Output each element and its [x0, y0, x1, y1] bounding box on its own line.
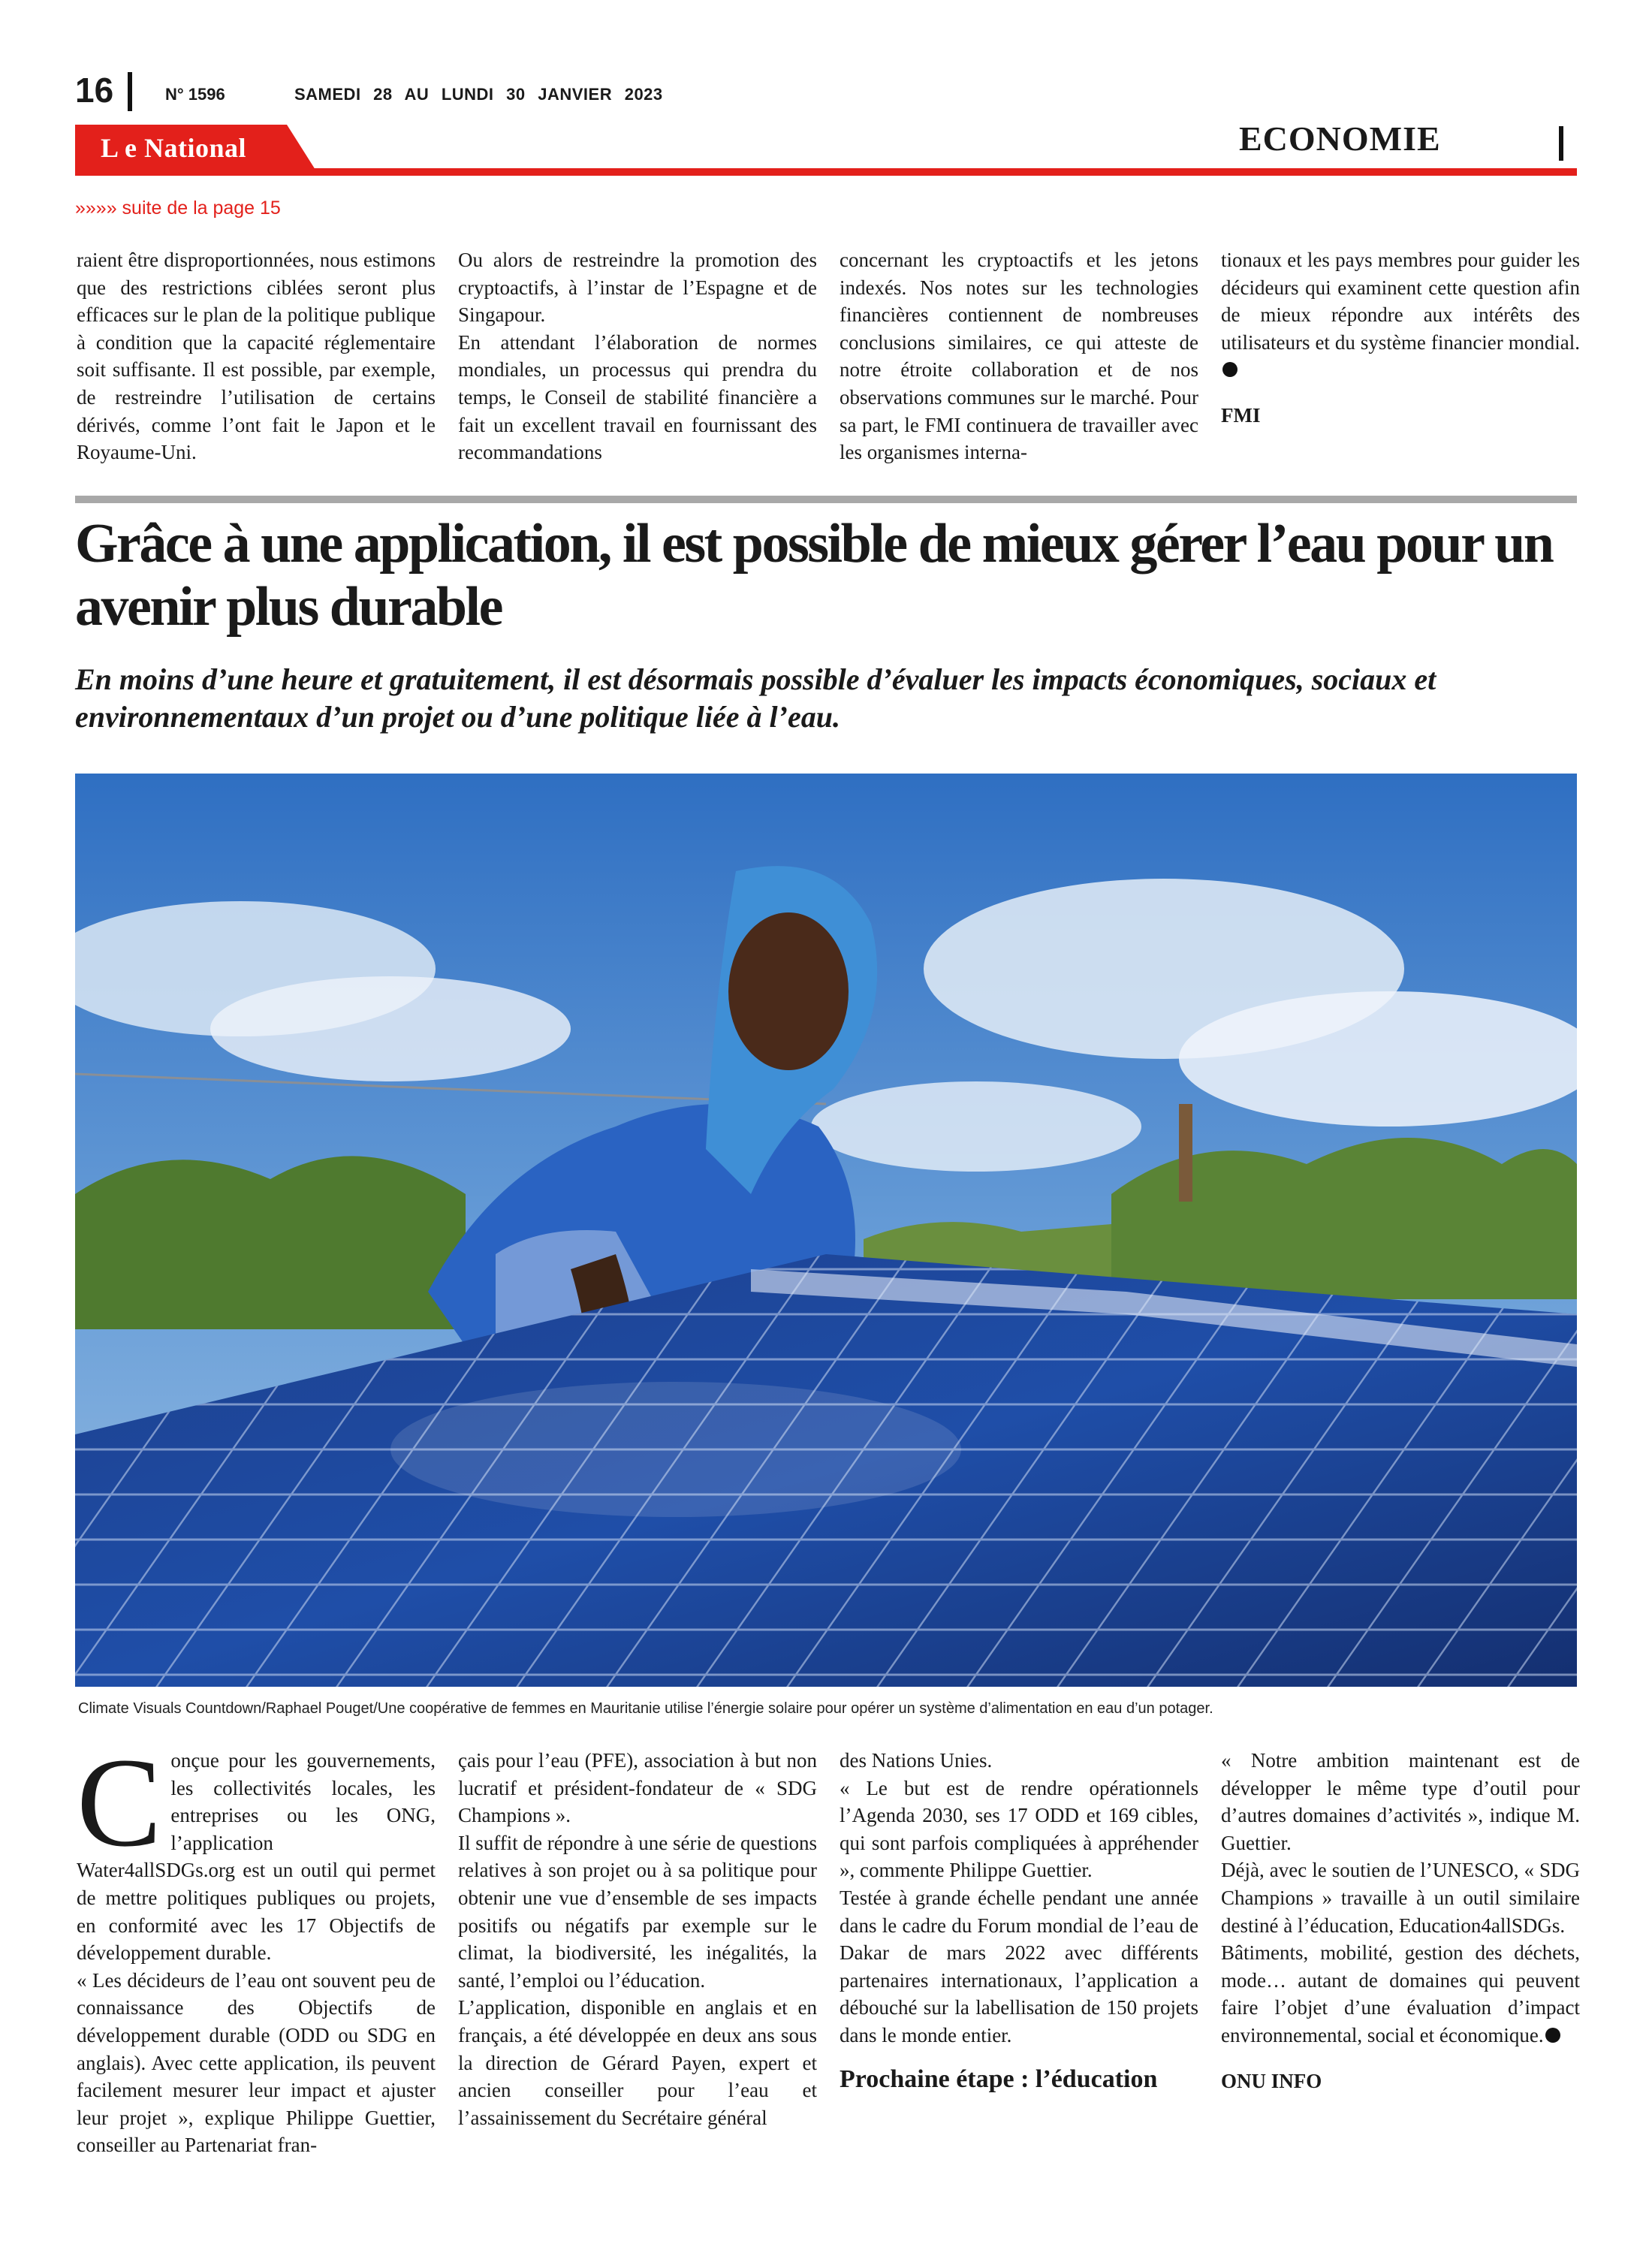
drop-cap: C	[77, 1732, 162, 1873]
paragraph: Déjà, avec le soutien de l’UNESCO, « SDG Champions » travaille à un outil similaire destiné à l’éducation, Education4allSDGs.	[1221, 1859, 1580, 1937]
page-number: 16	[75, 71, 114, 110]
paragraph-text: tionaux et les pays membres pour guider les décideurs qui examinent cette question afin de mieux répondre aux intérêts des utilisateurs et du système financier mondial.	[1221, 249, 1580, 354]
text-column	[77, 1732, 436, 2159]
end-of-article-icon	[1545, 2028, 1560, 2043]
text-column	[840, 1747, 1198, 2095]
article-signature: FMI	[1221, 403, 1261, 427]
issue-date: SAMEDI 28 AU LUNDI 30 JANVIER 2023	[294, 85, 663, 104]
paragraph	[1221, 1939, 1580, 2049]
paragraph: En attendant l’élaboration de normes mondiales, un processus qui prendra du temps, le Conseil de stabilité financière a fait un excellent travail en fournissant des recommandations	[458, 330, 817, 464]
section-divider	[1559, 126, 1563, 161]
text-column	[458, 1747, 817, 2131]
continued-from-label: »»»» suite de la page 15	[75, 198, 281, 219]
paragraph: Il suffit de répondre à une série de questions relatives à son projet ou à sa politique pour obtenir une vue d’ensemble de ses impacts positifs ou négatifs par exemple sur le climat, la biodiversité, les inégalités, la santé, l’emploi ou l’éducation.	[458, 1831, 817, 1992]
article-standfirst: En moins d’une heure et gratuitement, il est désormais possible d’évaluer les impacts économiques, sociaux et environnementaux d’un projet ou d’une politique liée à l’eau.	[75, 662, 1436, 734]
text-column	[1221, 246, 1580, 430]
page-number-divider	[128, 72, 132, 111]
text-column	[77, 246, 436, 466]
article-signature: ONU INFO	[1221, 2069, 1322, 2092]
paragraph: L’application, disponible en anglais et en français, a été développée en deux ans sous la direction de Gérard Payen, expert et ancien conseiller pour l’eau et l’assainissement du Secrétaire général	[458, 1996, 817, 2129]
photo-caption: Climate Visuals Countdown/Raphael Pouget/Une coopérative de femmes en Mauritanie utilise l’énergie solaire pour opérer un système d’alimentation en eau d’un potager.	[78, 1700, 1213, 1717]
paragraph: raient être disproportionnées, nous estimons que des restrictions ciblées seront plus efficaces sur le plan de la politique publique à condition que la capacité réglementaire soit suffisante. Il est possible, par exemple, de restreindre l’utilisation de certains dérivés, comme l’ont fait le Japon et le Royaume-Uni.	[77, 249, 436, 464]
paragraph-text: onçue pour les gouvernements, les collectivités locales, les entreprises ou les ONG, l’application Water4allSDGs.org est un outil qui permet de mettre politiques publiques ou projets, en conformité avec les 17 Objectifs de développement durable.	[77, 1749, 436, 1965]
paragraph: « Les décideurs de l’eau ont souvent peu de connaissance des Objectifs de développement durable (ODD ou SDG en anglais). Avec cette application, ils peuvent facilement mesurer leur impact et ajuster leur projet », explique Philippe Guettier, conseiller au Partenariat fran-	[77, 1968, 436, 2157]
text-column	[840, 246, 1198, 466]
solar-panel-photo-illustration	[75, 774, 1577, 1687]
article-photo	[75, 774, 1577, 1687]
paragraph-text: Bâtiments, mobilité, gestion des déchets, mode… autant de domaines qui peuvent faire l’objet d’une évaluation d’impact environnemental, social et économique.	[1221, 1941, 1580, 2046]
paragraph: « Le but est de rendre opérationnels l’Agenda 2030, ses 17 ODD et 169 cibles, qui sont parfois compliquées à appréhender », commente Philippe Guettier.	[840, 1776, 1198, 1882]
article-subheading: Prochaine étape : l’éducation	[840, 2064, 1158, 2093]
paragraph: Ou alors de restreindre la promotion des cryptoactifs, à l’instar de l’Espagne et de Singapour.	[458, 249, 817, 327]
paragraph	[1221, 246, 1580, 384]
issue-number: N° 1596	[165, 85, 225, 104]
text-column	[458, 246, 817, 466]
paragraph: concernant les cryptoactifs et les jetons indexés. Nos notes sur les technologies financières contiennent de nombreuses conclusions similaires, ce qui atteste de notre étroite collaboration et de nos observations communes sur le marché. Pour sa part, le FMI continuera de travailler avec les organismes interna-	[840, 249, 1198, 464]
article-rule	[75, 496, 1577, 503]
end-of-article-icon	[1222, 362, 1237, 377]
paragraph: « Notre ambition maintenant est de développer le même type d’outil pour d’autres domaines d’activités », indique M. Guettier.	[1221, 1749, 1580, 1854]
paragraph: Testée à grande échelle pendant une année dans le cadre du Forum mondial de l’eau de Dakar de mars 2022 avec différents partenaires internationaux, l’application a débouché sur la labellisation de 150 projets dans le monde entier.	[840, 1886, 1198, 2046]
paragraph: des Nations Unies.	[840, 1749, 993, 1772]
paragraph	[77, 1732, 436, 1967]
text-column	[1221, 1747, 1580, 2095]
publication-name: L e National	[101, 133, 247, 163]
section-title: ECONOMIE	[1239, 119, 1441, 158]
article-headline: Grâce à une application, il est possible de mieux gérer l’eau pour un avenir plus durable	[75, 513, 1553, 638]
header-rule	[75, 168, 1577, 176]
paragraph: çais pour l’eau (PFE), association à but non lucratif et président-fondateur de « SDG Champions ».	[458, 1749, 817, 1827]
